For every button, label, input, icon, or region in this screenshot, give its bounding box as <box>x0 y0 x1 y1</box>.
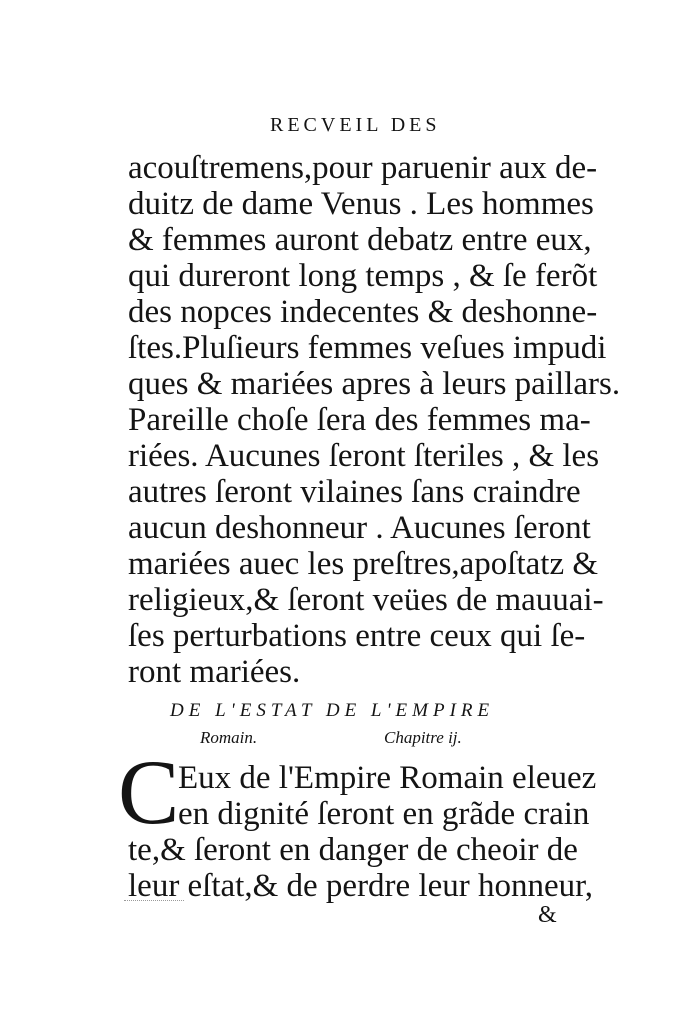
chapter-number: Chapitre ij. <box>384 728 462 747</box>
chapter-line: te,& ſeront en danger de cheoir de <box>128 832 578 868</box>
catchword: & <box>538 902 557 928</box>
chapter-line: Eux de l'Empire Romain eleuez <box>178 760 597 796</box>
body-line: ques & mariées apres à leurs paillars. <box>128 366 621 402</box>
body-line: ſtes.Pluſieurs femmes veſues impudi <box>128 330 607 366</box>
body-line: des nopces indecentes & deshonne- <box>128 294 598 330</box>
drop-cap: C <box>118 741 180 843</box>
section-subheading: Romain. <box>200 728 258 747</box>
body-line: Pareille choſe ſera des femmes ma- <box>128 402 591 438</box>
body-line: autres ſeront vilaines ſans craindre <box>128 474 581 510</box>
chapter-line: en dignité ſeront en grãde crain <box>178 796 590 832</box>
body-line: ſes perturbations entre ceux qui ſe- <box>128 618 586 654</box>
bottom-rule <box>124 900 184 901</box>
body-line: aucun deshonneur . Aucunes ſeront <box>128 510 591 546</box>
body-line: acouſtremens,pour paruenir aux de- <box>128 150 598 186</box>
body-line: & femmes auront debatz entre eux, <box>128 222 592 258</box>
body-line: religieux,& ſeront veües de mauuai- <box>128 582 604 618</box>
section-heading: DE L'ESTAT DE L'EMPIRE <box>170 700 495 721</box>
running-head: RECVEIL DES <box>270 114 441 136</box>
body-line: riées. Aucunes ſeront ſteriles , & les <box>128 438 600 474</box>
body-line: mariées auec les preſtres,apoſtatz & <box>128 546 599 582</box>
body-line: qui dureront long temps , & ſe ferõt <box>128 258 598 294</box>
chapter-line: leur eſtat,& de perdre leur honneur, <box>128 868 594 904</box>
body-line: ront mariées. <box>128 654 301 690</box>
body-line: duitz de dame Venus . Les hommes <box>128 186 594 222</box>
